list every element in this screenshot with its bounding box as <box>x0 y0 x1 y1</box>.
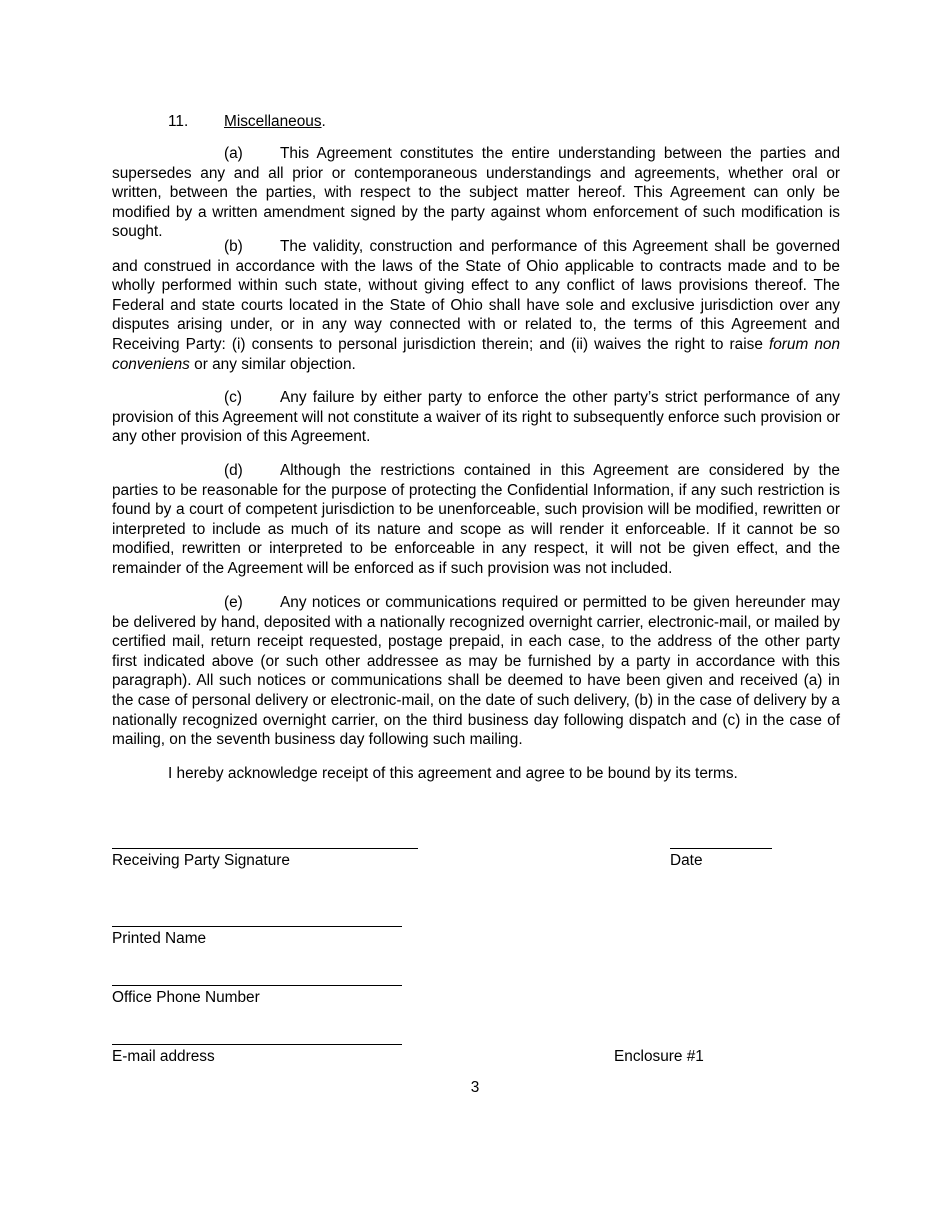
email-line[interactable] <box>112 1044 402 1045</box>
acknowledgment-text: I hereby acknowledge receipt of this agreement and agree to be bound by its terms. <box>168 765 738 782</box>
paragraph-c <box>112 388 840 447</box>
paragraph-b-letter: (b) <box>224 238 243 255</box>
paragraph-e-text: Any notices or communications required or permitted to be given hereunder may be delivered by hand, deposited with a nationally recognized overnight carrier, electronic-mail, or mailed by certified mail, return receipt requested, postage prepaid, in each case, to the address of the other party first indicated above (or such other addressee as may be furnished by a party in accordance with this paragraph). All such notices or communications shall be deemed to have been given and received (a) in the case of personal delivery or electronic-mail, on the date of such delivery, (b) in the case of delivery by a nationally recognized overnight carrier, on the third business day following dispatch and (c) in the case of mailing, on the seventh business day following such mailing. <box>112 594 840 749</box>
printed-name-line[interactable] <box>112 926 402 927</box>
paragraph-b-text: The validity, construction and performance of this Agreement shall be governed and construed in accordance with the laws of the State of Ohio applicable to contracts made and to be wholly performed within such state, without giving effect to any conflict of laws provisions thereof. The Federal and state courts located in the State of Ohio shall have sole and exclusive jurisdiction over any disputes arising under, or in any way connected with or related to, the terms of this Agreement and Receiving Party: (i) consents to personal jurisdiction therein; and (ii) waives the right to raise <box>112 238 840 353</box>
date-label: Date <box>670 852 703 869</box>
email-label: E-mail address <box>112 1048 215 1065</box>
paragraph-a-letter: (a) <box>224 145 243 162</box>
section-heading <box>168 112 326 132</box>
signature-line[interactable] <box>112 848 418 849</box>
paragraph-e-letter: (e) <box>224 594 243 611</box>
signature-label: Receiving Party Signature <box>112 852 290 869</box>
paragraph-c-letter: (c) <box>224 389 242 406</box>
section-number: 11. <box>168 113 189 130</box>
paragraph-b-italic: forum non conveniens <box>112 335 840 373</box>
paragraph-a-text: This Agreement constitutes the entire understanding between the parties and supersedes any and all prior or contemporaneous understandings and agreements, whether oral or written, between the parties, with respect to the subject matter hereof. This Agreement can only be modified by a written amendment signed by the party against whom enforcement of such modification is sought. <box>112 145 840 241</box>
printed-name-label: Printed Name <box>112 930 207 947</box>
enclosure-label: Enclosure #1 <box>614 1048 704 1065</box>
paragraph-d <box>112 461 840 579</box>
paragraph-e <box>112 593 840 750</box>
paragraph-b-text-end: or any similar objection. <box>194 355 356 373</box>
section-title: Miscellaneous <box>224 113 322 130</box>
paragraph-b <box>112 237 840 374</box>
date-line[interactable] <box>670 848 772 849</box>
page-number: 3 <box>470 1079 480 1096</box>
paragraph-d-text: Although the restrictions contained in this Agreement are considered by the parties to be reasonable for the purpose of protecting the Confidential Information, if any such restriction is found by a court of competent jurisdiction to be unenforceable, such provision will be modified, rewritten or interpreted to include as much of its nature and scope as will render it enforceable. If it cannot be so modified, rewritten or interpreted to be enforceable in any respect, it will not be given effect, and the remainder of the Agreement will be enforced as if such provision was not included. <box>112 462 840 577</box>
section-title-period: . <box>321 113 326 130</box>
paragraph-a <box>112 144 840 242</box>
paragraph-d-letter: (d) <box>224 462 243 479</box>
phone-label: Office Phone Number <box>112 989 260 1006</box>
paragraph-c-text: Any failure by either party to enforce the other party’s strict performance of any provision of this Agreement will not constitute a waiver of its right to subsequently enforce such provision or any other provision of this Agreement. <box>112 389 841 446</box>
phone-line[interactable] <box>112 985 402 986</box>
